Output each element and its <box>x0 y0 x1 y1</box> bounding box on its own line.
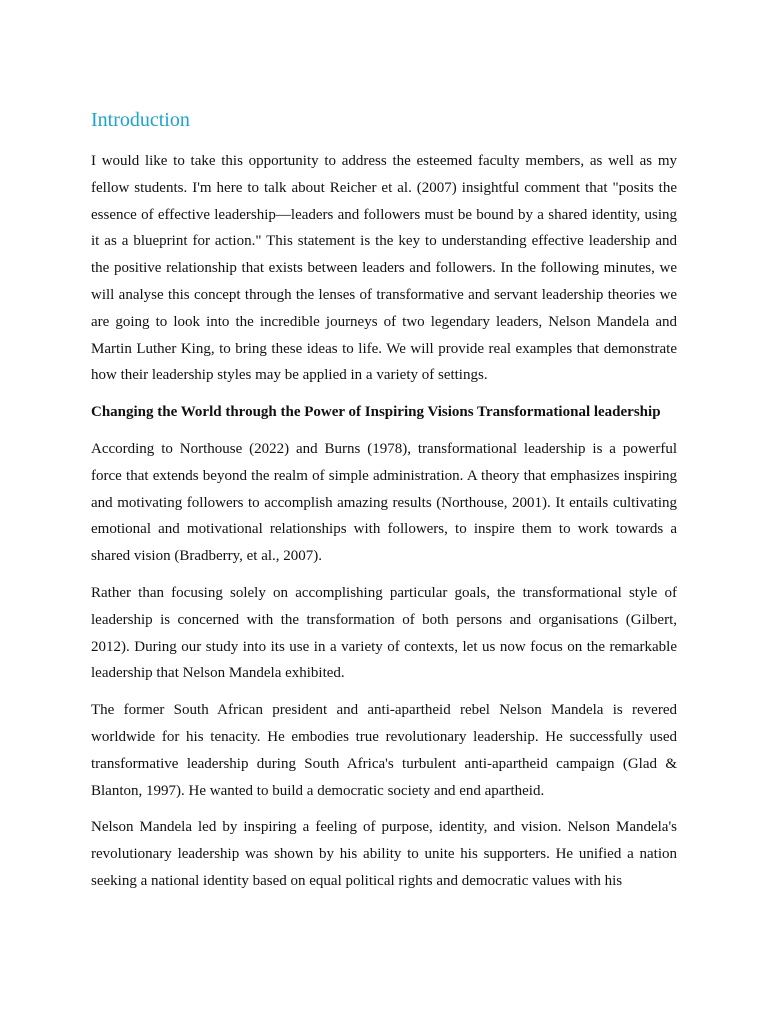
paragraph-transformational-style: Rather than focusing solely on accomplishing particular goals, the transformational style of leadership is concerned with the transformation of both persons and organisations (Gilbert, 2012). During our study into its use in a variety of contexts, let us now focus on the remarkable leadership that Nelson Mandela exhibited. <box>91 584 677 682</box>
paragraph-mandela-vision: Nelson Mandela led by inspiring a feeling of purpose, identity, and vision. Nelson Mandela's revolutionary leadership was shown by his ability to unite his supporters. He unified a nation seeking a national identity based on equal political rights and democratic values with his <box>91 819 677 889</box>
subheading-transformational-leadership: Changing the World through the Power of Inspiring Visions Transformational leadership <box>91 404 661 421</box>
paragraph-mandela-president: The former South African president and anti-apartheid rebel Nelson Mandela is revered worldwide for his tenacity. He embodies true revolutionary leadership. He successfully used transformative leadership during South Africa's turbulent anti-apartheid campaign (Glad & Blanton, 1997). He wanted to build a democratic society and end apartheid. <box>91 702 677 799</box>
document-body <box>91 106 677 905</box>
intro-paragraph: I would like to take this opportunity to address the esteemed faculty members, as well as my fellow students. I'm here to talk about Reicher et al. (2007) insightful comment that "posits the essence of effective leadership—leaders and followers must be bound by a shared identity, using it as a blueprint for action." This statement is the key to understanding effective leadership and the positive relationship that exists between leaders and followers. In the following minutes, we will analyse this concept through the lenses of transformative and servant leadership theories we are going to look into the incredible journeys of two legendary leaders, Nelson Mandela and Martin Luther King, to bring these ideas to life. We will provide real examples that demonstrate how their leadership styles may be applied in a variety of settings. <box>91 153 677 384</box>
paragraph-northouse: According to Northouse (2022) and Burns (1978), transformational leadership is a powerful force that extends beyond the realm of simple administration. A theory that emphasizes inspiring and motivating followers to accomplish amazing results (Northouse, 2001). It entails cultivating emotional and motivational relationships with followers, to inspire them to work towards a shared vision (Bradberry, et al., 2007). <box>91 440 677 565</box>
section-heading-introduction: Introduction <box>91 109 190 131</box>
